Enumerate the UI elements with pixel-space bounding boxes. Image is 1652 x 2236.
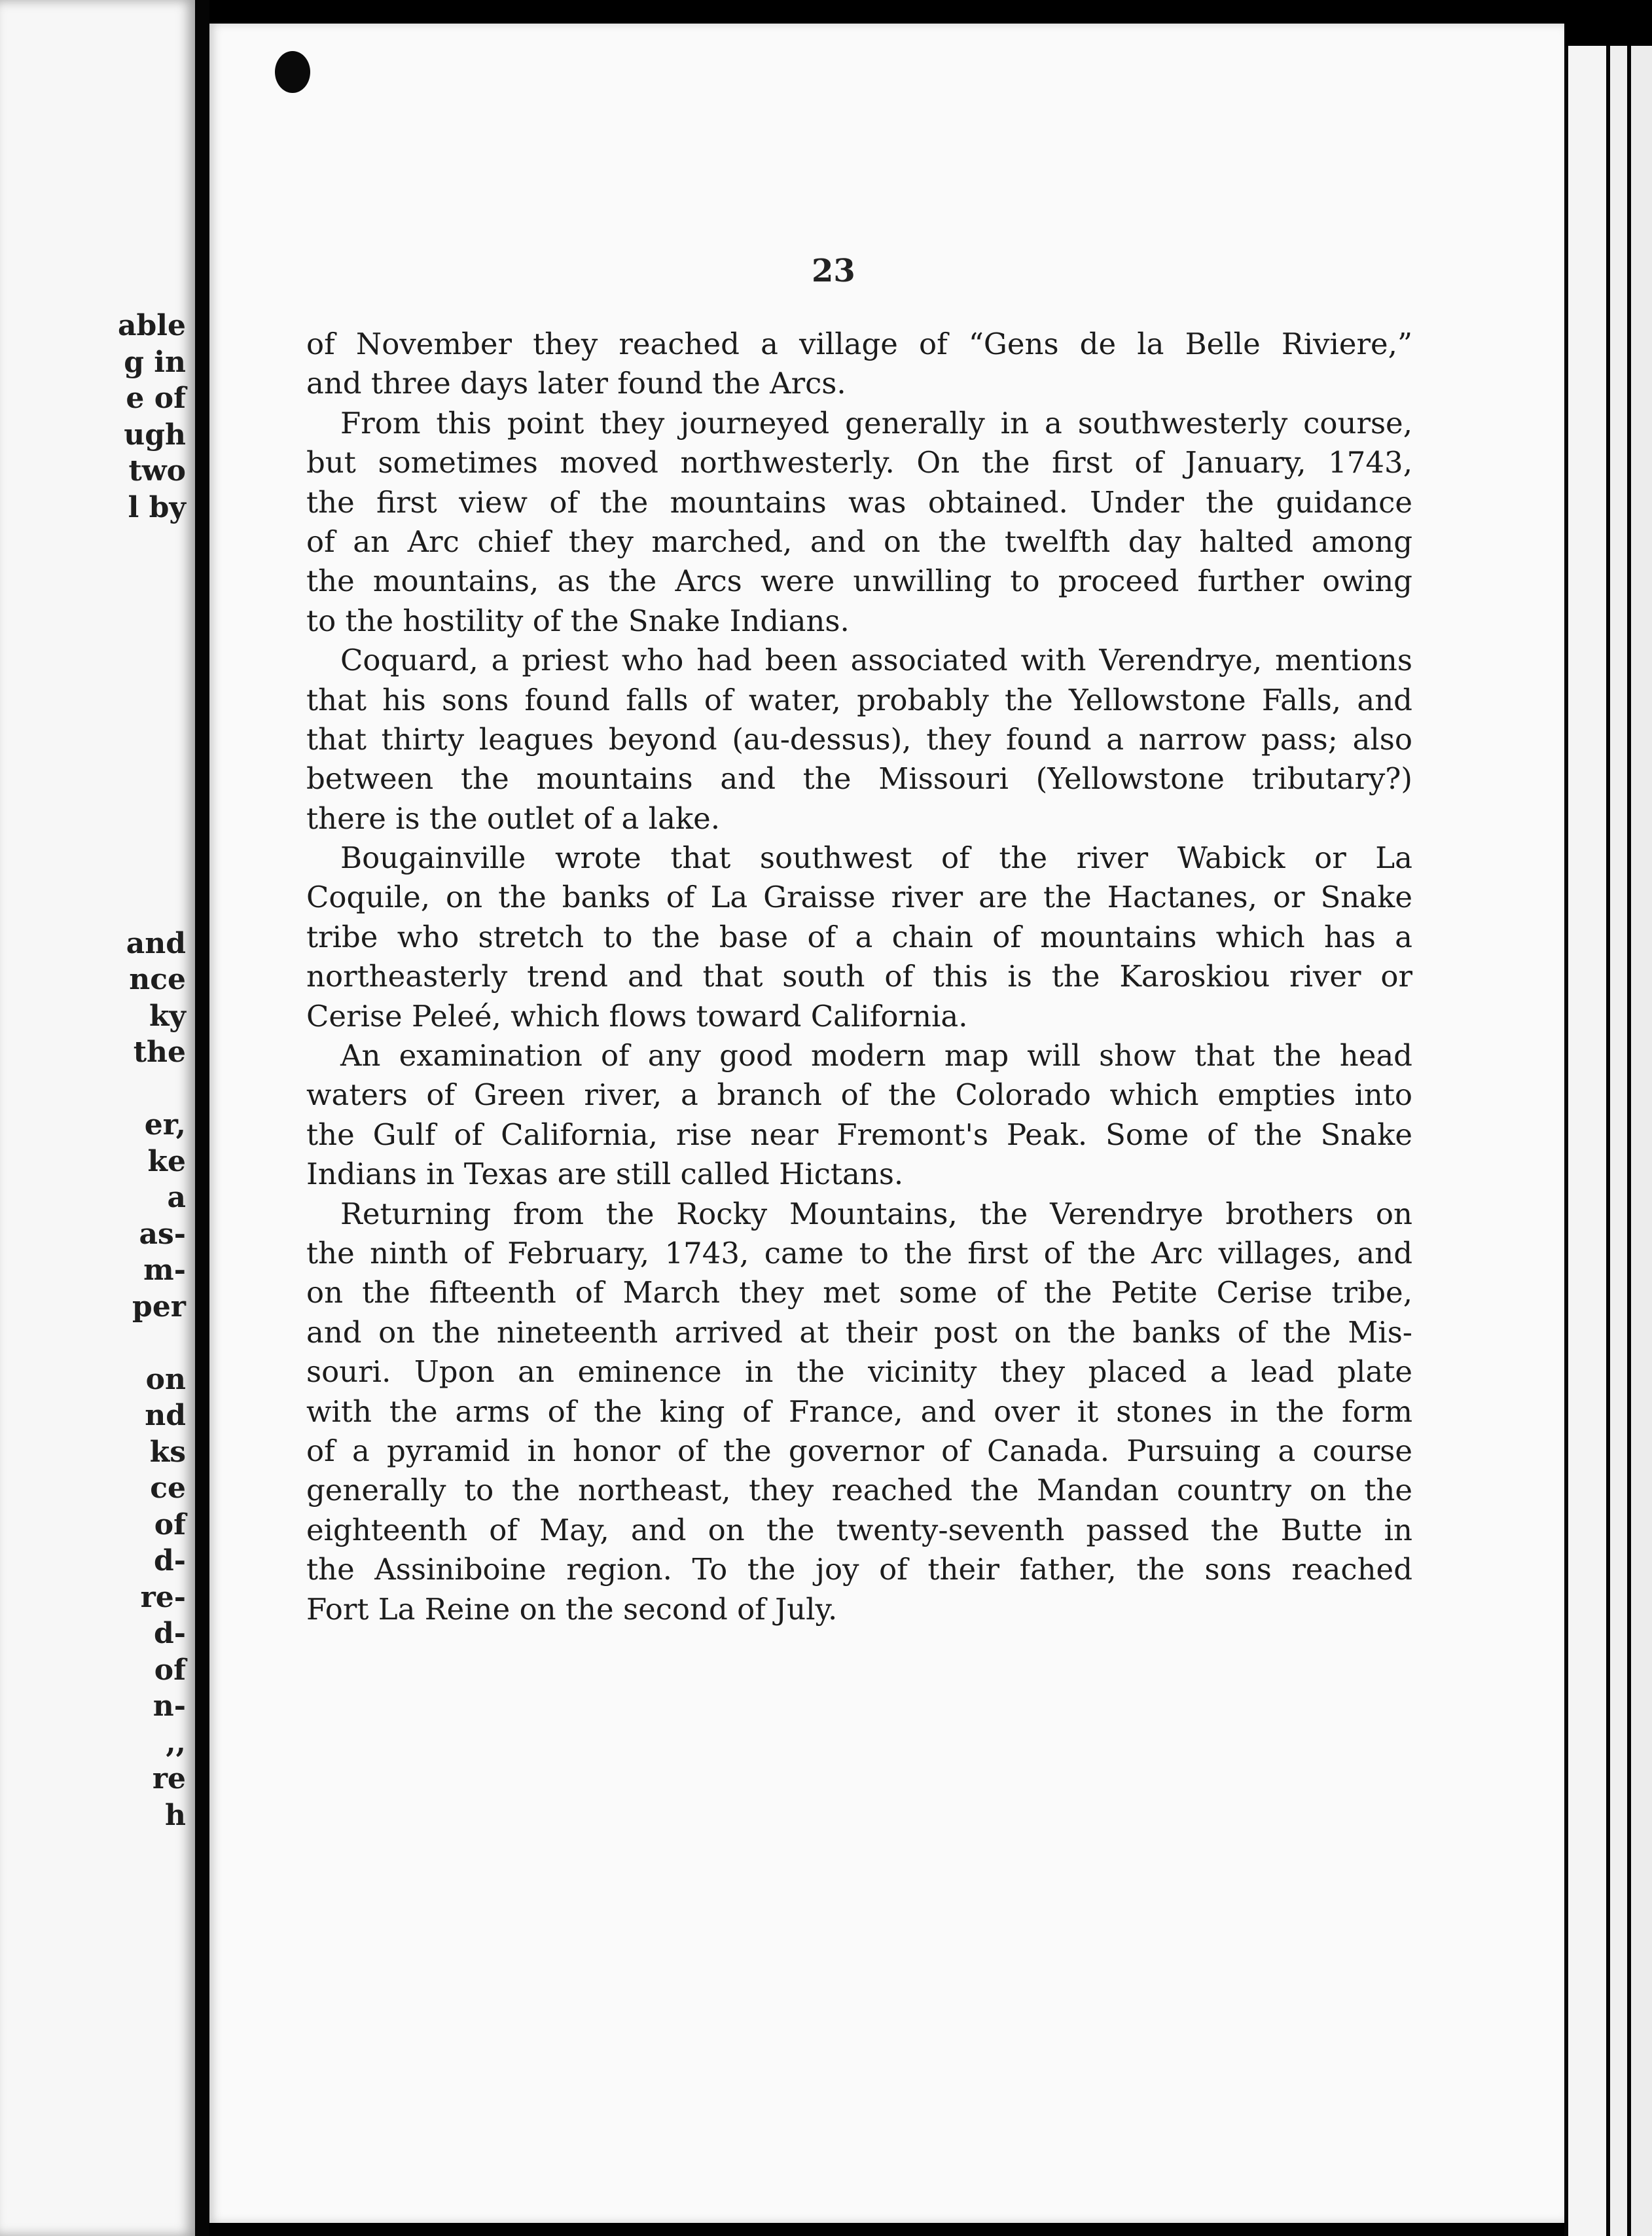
previous-page-fragment: ke <box>147 1144 186 1178</box>
previous-page-fragment <box>68 635 186 672</box>
previous-page-fragment: able <box>118 309 186 342</box>
text-line: Returning from the Rocky Mountains, the Verendrye brothers on <box>340 1196 1412 1231</box>
previous-page-fragment <box>68 708 186 744</box>
previous-page-fragment <box>68 526 186 562</box>
previous-page-fragment: two <box>128 454 186 488</box>
previous-page-fragment <box>68 1071 186 1108</box>
page-body-text <box>306 325 1412 1629</box>
previous-page-fragment: n- <box>153 1689 186 1723</box>
text-line: that his sons found falls of water, probably the Yellowstone Falls, and <box>306 682 1412 717</box>
text-line: Indians in Texas are still called Hictans. <box>306 1157 904 1192</box>
text-line: the ninth of February, 1743, came to the first of the Arc villages, and <box>306 1235 1412 1271</box>
text-line: the Gulf of California, rise near Fremont's Peak. Some of the Snake <box>306 1117 1412 1152</box>
previous-page-fragment: of <box>154 1507 186 1542</box>
text-line: From this point they journeyed generally in a southwesterly course, <box>340 405 1412 441</box>
previous-page-fragment: ks <box>149 1435 186 1469</box>
text-line: Fort La Reine on the second of July. <box>306 1591 838 1627</box>
page-edge <box>1610 46 1627 2236</box>
text-line: generally to the northeast, they reached the Mandan country on the <box>306 1473 1412 1508</box>
text-line: souri. Upon an eminence in the vicinity they placed a lead plate <box>306 1354 1412 1390</box>
previous-page-fragment: on <box>145 1362 186 1396</box>
previous-page-fragment: of <box>154 1653 186 1687</box>
previous-page-fragment: as- <box>139 1217 186 1251</box>
text-line: Coquard, a priest who had been associated with Verendrye, mentions <box>340 643 1412 678</box>
previous-page-fragment: h <box>165 1798 186 1832</box>
previous-page-fragment <box>68 1325 186 1361</box>
text-line: to the hostility of the Snake Indians. <box>306 603 850 638</box>
paragraph <box>306 1036 1412 1195</box>
paragraph <box>306 1195 1412 1629</box>
text-line: Coquile, on the banks of La Graisse river are the Hactanes, or Snake <box>306 880 1412 915</box>
text-line: Bougainville wrote that southwest of the river Wabick or La <box>340 840 1412 876</box>
text-line: eighteenth of May, and on the twenty-seventh passed the Butte in <box>306 1512 1412 1547</box>
previous-page-fragment: ky <box>149 999 186 1033</box>
text-line: on the fifteenth of March they met some of the Petite Cerise tribe, <box>306 1275 1412 1310</box>
previous-page-text-fragments <box>68 308 186 1833</box>
text-line: Cerise Peleé, which flows toward California. <box>306 998 968 1034</box>
previous-page-fragment: g in <box>124 345 186 379</box>
text-line: of a pyramid in honor of the governor of Canada. Pursuing a course <box>306 1433 1412 1468</box>
punch-hole <box>275 51 310 93</box>
previous-page-fragment: e of <box>126 382 186 415</box>
text-line: waters of Green river, a branch of the Colorado which empties into <box>306 1077 1412 1113</box>
page-edge <box>1568 46 1606 2236</box>
text-line: northeasterly trend and that south of this is the Karoskiou river or <box>306 959 1412 994</box>
text-line: the mountains, as the Arcs were unwilling to proceed further owing <box>306 564 1412 599</box>
text-line: there is the outlet of a lake. <box>306 801 721 836</box>
previous-page-fragment: per <box>132 1289 186 1324</box>
previous-page-fragment: l by <box>128 490 186 524</box>
text-line: between the mountains and the Missouri (Yellowstone tributary?) <box>306 761 1412 797</box>
previous-page-fragment: ce <box>150 1471 186 1505</box>
book-gutter <box>195 0 209 2236</box>
book-page <box>209 24 1564 2223</box>
text-line: An examination of any good modern map will show that the head <box>340 1038 1412 1073</box>
page-number: 23 <box>812 253 855 289</box>
stacked-page-edges <box>1564 46 1652 2236</box>
text-line: and on the nineteenth arrived at their post on the banks of the Mis- <box>306 1314 1412 1350</box>
previous-page-fragment <box>68 562 186 599</box>
previous-page-fragment <box>68 744 186 780</box>
text-line: with the arms of the king of France, and over it stones in the form <box>306 1394 1412 1429</box>
text-line: but sometimes moved northwesterly. On the first of January, 1743, <box>306 445 1412 480</box>
previous-page-edge <box>0 0 195 2236</box>
text-line: tribe who stretch to the base of a chain of mountains which has a <box>306 919 1412 954</box>
previous-page-fragment: the <box>133 1036 186 1069</box>
previous-page-fragment <box>68 671 186 708</box>
paragraph <box>306 641 1412 838</box>
paragraph <box>306 838 1412 1036</box>
previous-page-fragment <box>68 889 186 926</box>
page-edge <box>1631 46 1652 2236</box>
previous-page-fragment: re- <box>140 1580 186 1614</box>
previous-page-fragment: d- <box>153 1544 186 1578</box>
previous-page-fragment: d- <box>153 1617 186 1650</box>
text-line: of November they reached a village of “Gens de la Belle Riviere,” <box>306 327 1412 361</box>
text-line: the Assiniboine region. To the joy of their father, the sons reached <box>306 1552 1412 1587</box>
paragraph <box>306 404 1412 641</box>
previous-page-fragment: a <box>167 1181 186 1214</box>
text-line: that thirty leagues beyond (au-dessus), they found a narrow pass; also <box>306 721 1412 757</box>
text-line: of an Arc chief they marched, and on the twelfth day halted among <box>306 524 1412 559</box>
previous-page-fragment <box>68 816 186 853</box>
previous-page-fragment: re <box>152 1762 186 1795</box>
previous-page-fragment: er, <box>144 1108 186 1142</box>
previous-page-fragment: nd <box>145 1399 186 1432</box>
previous-page-fragment <box>68 780 186 817</box>
previous-page-fragment: m- <box>143 1253 186 1287</box>
previous-page-fragment: ,, <box>166 1725 186 1759</box>
text-line: the first view of the mountains was obtained. Under the guidance <box>306 484 1412 520</box>
previous-page-fragment: ugh <box>124 418 186 452</box>
paragraph <box>306 325 1412 404</box>
previous-page-fragment <box>68 598 186 635</box>
previous-page-fragment <box>68 853 186 890</box>
previous-page-fragment: nce <box>129 963 186 996</box>
previous-page-fragment: and <box>126 926 186 960</box>
text-line: and three days later found the Arcs. <box>306 366 846 401</box>
